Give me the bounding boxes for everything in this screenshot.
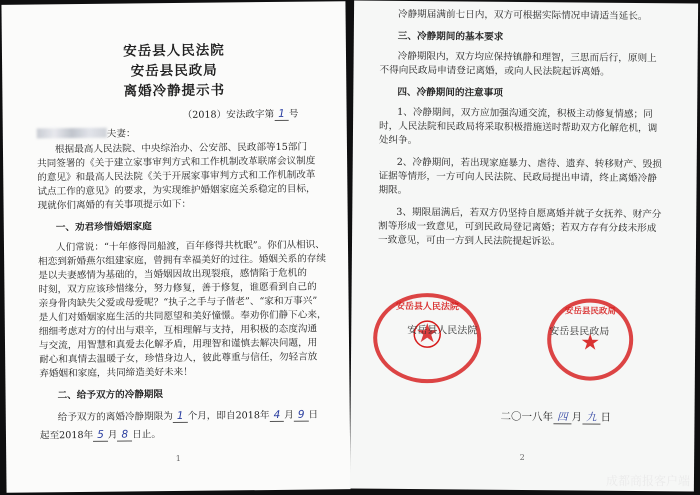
section-2-heading: 二、给予双方的冷静期限 <box>57 389 164 402</box>
page-number: 1 <box>175 453 181 464</box>
section-4-item-1: 处纠争。 <box>378 134 418 147</box>
intro-line: 根据最高人民法院、中央综治办、公安部、民政部等15部门 <box>54 141 308 156</box>
section-1-line: 是人们对婚姻家庭生活的共同愿望和美好憧憬。奉劝你们静下心来， <box>38 309 327 324</box>
section-4-item-3: 割等形成一致意见，可到民政局登记离婚；若双方存有分歧未形成 <box>378 220 657 235</box>
redacted-names <box>37 128 107 139</box>
court-name-stamp-text: 安岳县人民法院 <box>407 324 478 337</box>
section-1-line: 时刻，双方应该珍惜缘分，努力修复，善于修复，谁愿看到自己的 <box>38 281 317 296</box>
section-1-line: 细细考虑对方的付出与艰辛，互相理解与支持，用积极的态度沟通 <box>38 323 318 338</box>
period-months: 1 <box>173 410 188 423</box>
section-3-heading: 三、冷静期间的基本要求 <box>397 30 504 43</box>
section-1-line: 弃婚姻和家庭，共同缔造美好未来！ <box>39 366 193 380</box>
left-page <box>1 1 350 493</box>
bureau-title: 安岳县民政局 <box>130 62 218 80</box>
section-3-line: 冷静期限内，双方均应保持镇静和理智，三思而后行，原则上 <box>397 50 657 65</box>
section-1-line: 亲身骨肉缺失父爱或母爱呢？“执子之手与子偕老”、“家和万事兴” <box>38 295 318 310</box>
start-day: 9 <box>294 409 309 422</box>
section-4-item-3: 一致意见，可由一方到人民法院提起诉讼。 <box>377 234 561 248</box>
page-number: 2 <box>519 452 525 463</box>
civil-affairs-seal-ring: 安岳县民政局 <box>564 306 616 317</box>
section-1-line: 是以夫妻感情为基础的，当婚姻因故出现裂痕，感情陷于危机的 <box>38 267 307 282</box>
section-1-line: 人们常说：“十年修得同船渡，百年修得共枕眠”。你们从相识、 <box>55 239 325 254</box>
cooling-period-line: 起至2018年 5 月 8 日止。 <box>39 428 161 442</box>
section-3-line: 不得向民政局申请登记离婚，或向人民法院起诉离婚。 <box>379 64 610 78</box>
document-title: 离婚冷静提示书 <box>123 82 226 100</box>
section-4-item-2: 2、冷静期间，若出现家庭暴力、虐待、遗弃、转移财产、毁损 <box>396 156 662 171</box>
intro-line: 共同签署的《关于建立家事审判方式和工作机制改革联席会议制度 <box>37 155 316 170</box>
intro-line: 试点工作的意见》的要求，为实现维护婚姻家庭关系稳定的目标， <box>37 183 316 198</box>
intro-line: 的意见》和最高人民法院《关于开展家事审判方式和工作机制改革 <box>37 169 316 184</box>
document-number: （2018）安法政字第 1 号 <box>182 107 299 121</box>
section-4-item-1: 1、冷静期间，双方应加强沟通交流，积极主动修复情感；同 <box>397 106 653 121</box>
star-icon: ★ <box>580 330 601 356</box>
issue-date: 二〇一八年 四 月 九 日 <box>500 410 612 424</box>
right-page <box>350 1 698 492</box>
start-month: 4 <box>269 409 284 422</box>
section-1-line: 耐心和真情去温暖子女，珍惜身边人，彼此尊重与信任，勿轻言放 <box>39 351 318 366</box>
continued-line: 冷静期届满前七日内，双方可根据实际情况申请适当延长。 <box>397 8 648 23</box>
section-4-item-1: 时，人民法院和民政局将采取积极措施送时帮助双方化解危机，调 <box>378 120 658 135</box>
section-4-item-3: 3、期限届满后，若双方仍坚持自愿离婚并就子女抚养、财产分 <box>396 206 662 221</box>
issue-day: 九 <box>582 412 601 425</box>
document-number-handwritten: 1 <box>274 108 289 121</box>
court-seal <box>373 293 482 384</box>
section-1-heading: 一、劝君珍惜婚姻家庭 <box>55 221 152 234</box>
cooling-period-line: 给予双方的离婚冷静期限为 1 个月，即自2018年 4 月 9 日 <box>57 408 319 424</box>
civil-affairs-seal <box>547 298 634 381</box>
section-1-line: 与交流，用智慧和真爱去化解矛盾，用理智和谨慎去解决问题，用 <box>38 337 318 352</box>
court-seal-ring: 安岳县人民法院 <box>395 301 460 313</box>
end-month: 5 <box>93 429 108 442</box>
issue-month: 四 <box>553 411 572 424</box>
court-title: 安岳县人民法院 <box>123 42 225 60</box>
end-day: 8 <box>117 428 132 441</box>
addressee-line: 夫妻： <box>37 127 136 140</box>
watermark: 成都商报客户端 <box>605 474 690 488</box>
section-4-heading: 四、冷静期间的注意事项 <box>397 86 503 99</box>
bureau-name-stamp-text: 安岳县民政局 <box>549 326 610 338</box>
intro-line: 现就你们离婚的有关事项提示如下： <box>37 198 192 212</box>
section-4-item-2: 证据等情形，一方可向人民法院、民政局提出申请，终止离婚冷静 <box>378 170 657 185</box>
section-1-line: 相恋到新婚燕尔组建家庭，曾拥有幸福美好的过往。婚姻关系的存续 <box>38 253 327 268</box>
section-4-item-2: 期限。 <box>378 184 408 196</box>
